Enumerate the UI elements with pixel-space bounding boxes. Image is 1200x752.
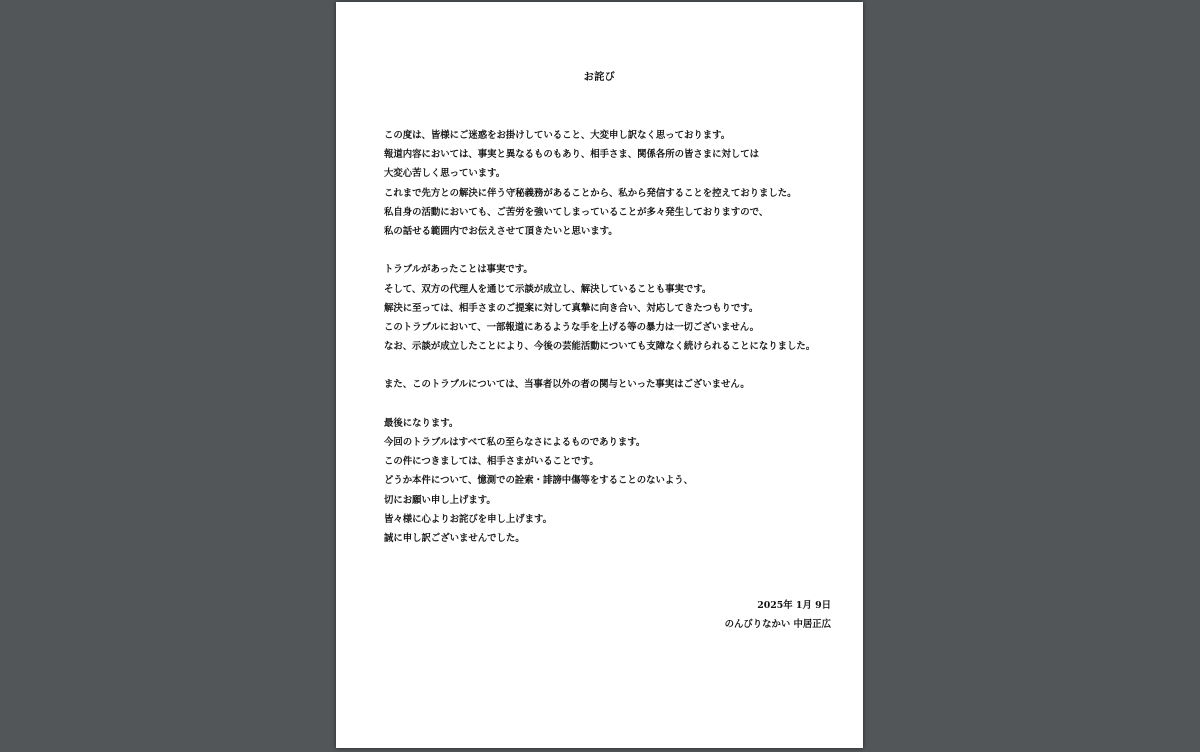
body-line: 解決に至っては、相手さまのご提案に対して真摯に向き合い、対応してきたつもりです。 [384,302,759,314]
body-line: どうか本件について、憶測での詮索・誹謗中傷等をすることのないよう、 [384,475,694,487]
document-page [336,2,863,748]
body-line: 皆々様に心よりお詫びを申し上げます。 [384,513,553,525]
body-line: このトラブルにおいて、一部報道にあるような手を上げる等の暴力は一切ございません。 [384,321,760,333]
body-line: 報道内容においては、事実と異なるものもあり、相手さま、関係各所の皆さまに対しては [384,149,760,161]
body-line: これまで先方との解決に伴う守秘義務があることから、私から発信することを控えておりました。 [384,187,797,199]
paragraph-gap [384,395,844,414]
body-line: この度は、皆様にご迷惑をお掛けしていること、大変申し訳なく思っております。 [384,130,731,141]
body-line: 大変心苦しく思っています。 [384,168,506,180]
body-line: 私の話せる範囲内でお伝えさせて頂きたいと思います。 [384,225,618,237]
body-line: 最後になります。 [384,417,459,429]
body-line: 誠に申し訳ございませんでした。 [384,532,525,544]
body-line: また、このトラブルについては、当事者以外の者の関与といった事実はございません。 [384,379,750,391]
body-line: 今回のトラブルはすべて私の至らなさによるものであります。 [384,437,646,448]
signature-block [725,596,831,634]
body-line: なお、示談が成立したことにより、今後の芸能活動についても支障なく続けられることになりました。 [384,341,816,353]
body-line: 切にお願い申し上げます。 [384,494,496,506]
document-body [384,126,844,548]
body-line: そして、双方の代理人を通じて示談が成立し、解決していることも事実です。 [384,283,712,295]
signatory-name: のんびりなかい 中居正広 [724,619,831,631]
paragraph-gap [384,241,844,260]
body-line: トラブルがあったことは事実です。 [384,264,533,276]
paragraph-gap [384,356,844,375]
page-title: お詫び [583,72,616,83]
body-line: 私自身の活動においても、ご苦労を強いてしまっていることが多々発生しておりますので、 [384,206,769,218]
body-line: この件につきましては、相手さまがいることです。 [384,456,599,468]
document-date: 2025年 1月 9日 [757,600,831,611]
